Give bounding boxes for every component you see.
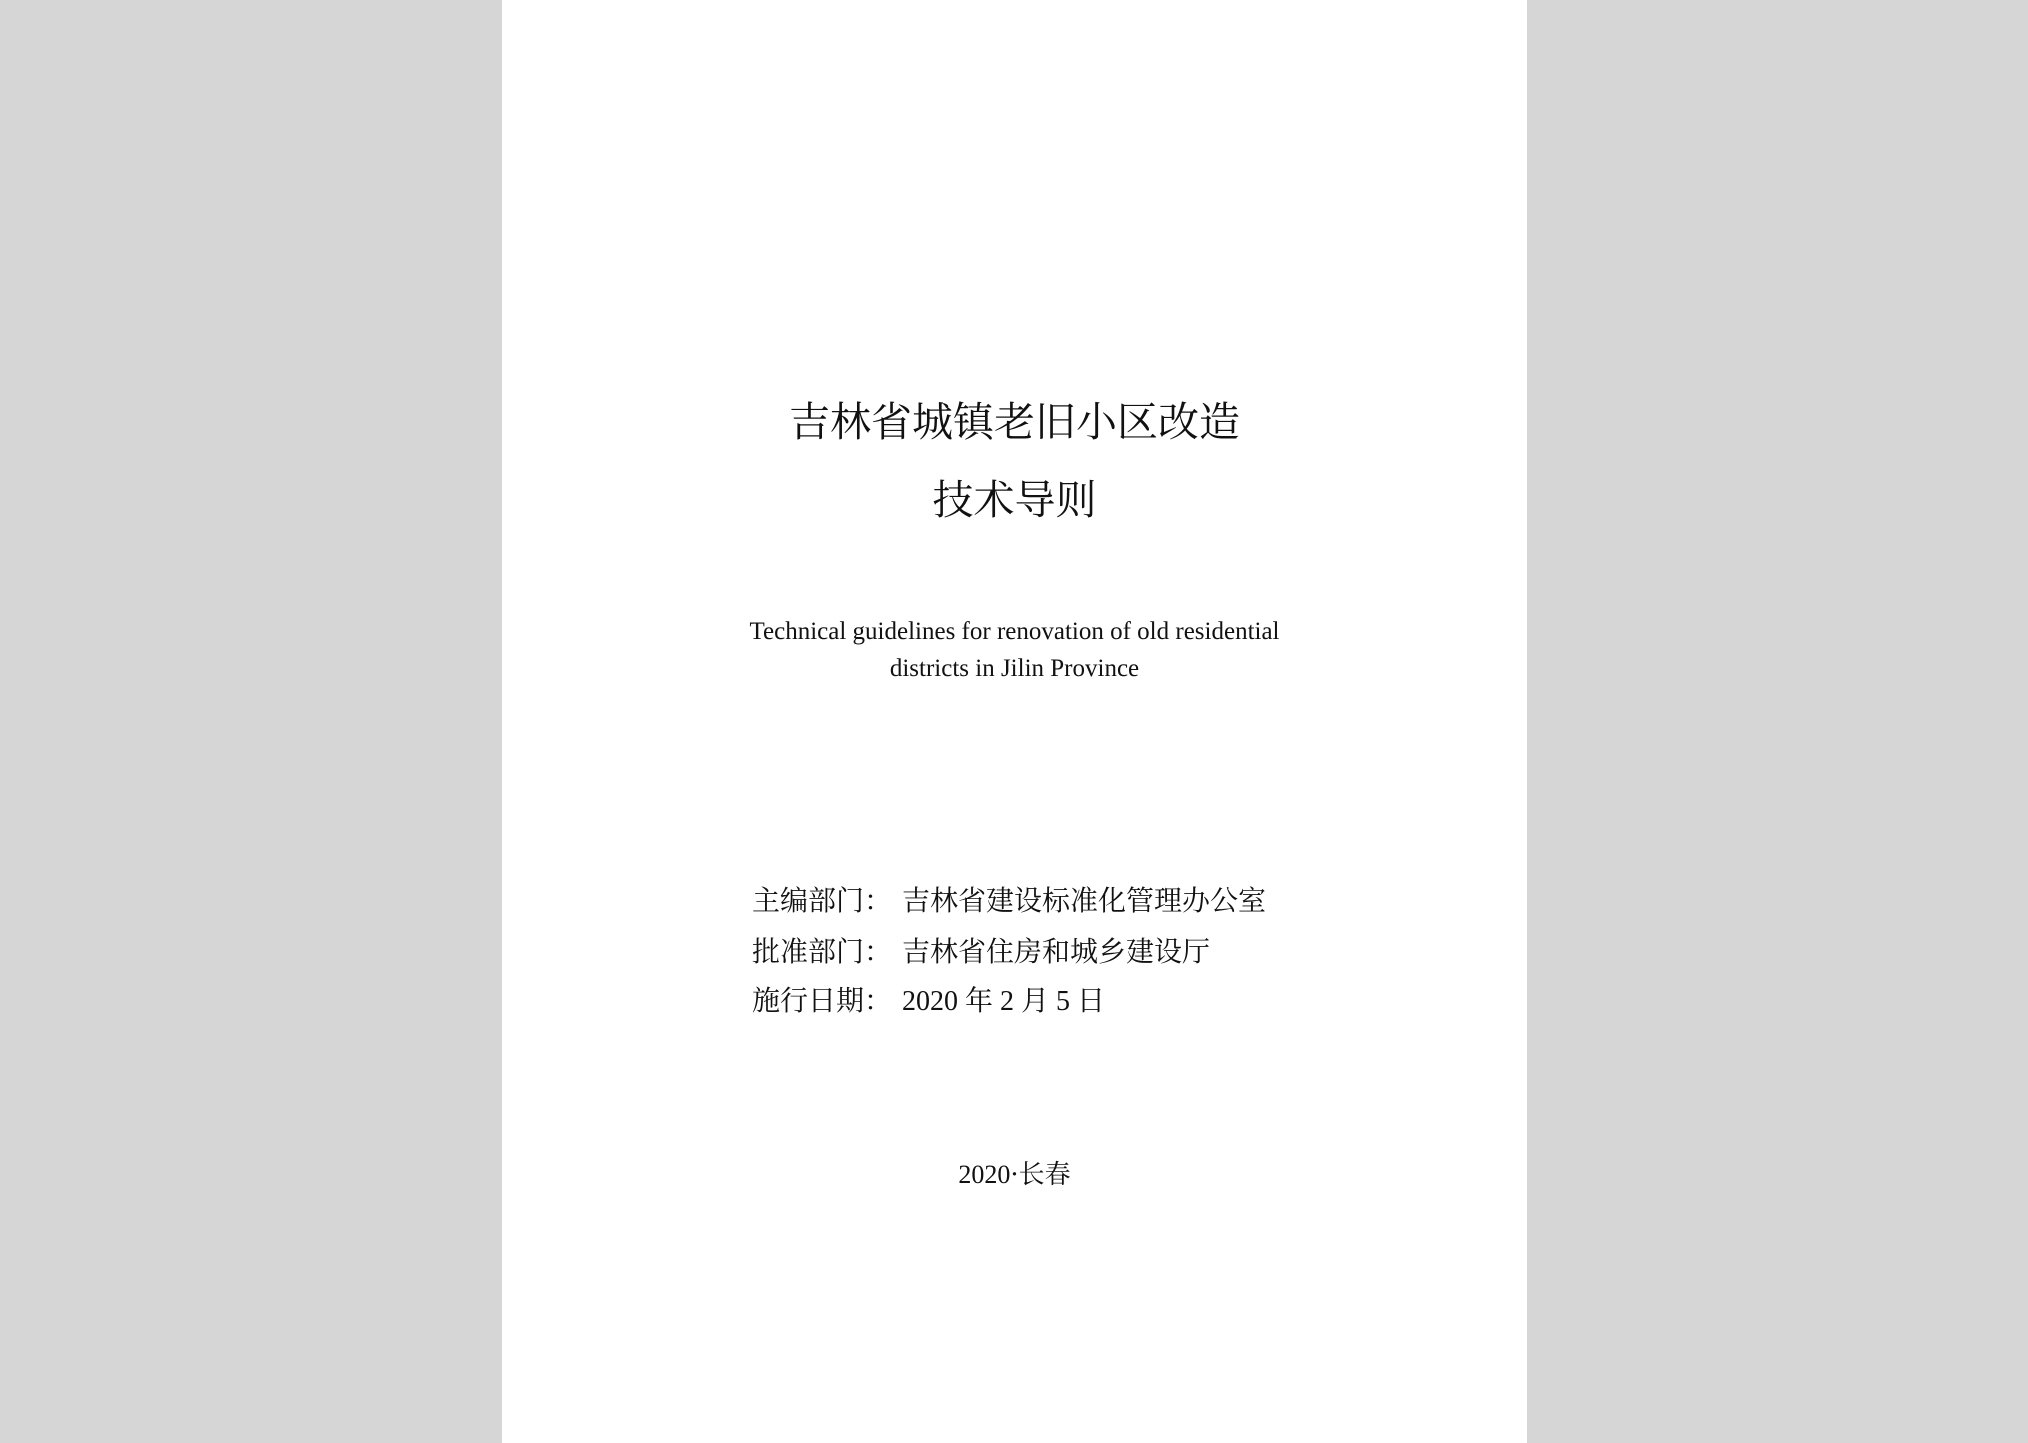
editor-department-row bbox=[752, 885, 1266, 917]
editor-department-value: 吉林省建设标准化管理办公室 bbox=[902, 884, 1267, 917]
english-title-line-1: Technical guidelines for renovation of old residential bbox=[749, 618, 1280, 645]
english-title-line-2: districts in Jilin Province bbox=[889, 655, 1140, 682]
publication-footer bbox=[502, 1160, 1527, 1190]
document-page bbox=[502, 0, 1527, 1443]
chinese-title-line-1: 吉林省城镇老旧小区改造 bbox=[789, 398, 1240, 446]
publication-city: 长春 bbox=[1018, 1160, 1071, 1190]
effective-date-label: 施行日期： bbox=[752, 984, 893, 1017]
effective-date-value: 2020 年 2 月 5 日 bbox=[902, 986, 1106, 1017]
effective-date-row bbox=[752, 985, 1105, 1017]
approval-department-value: 吉林省住房和城乡建设厅 bbox=[902, 935, 1211, 968]
approval-department-label: 批准部门： bbox=[752, 935, 893, 968]
footer-separator: · bbox=[1010, 1160, 1019, 1190]
editor-department-label: 主编部门： bbox=[752, 884, 893, 917]
approval-department-row bbox=[752, 936, 1210, 968]
chinese-title-line-2: 技术导则 bbox=[932, 476, 1097, 524]
publication-year: 2020 bbox=[958, 1160, 1011, 1189]
